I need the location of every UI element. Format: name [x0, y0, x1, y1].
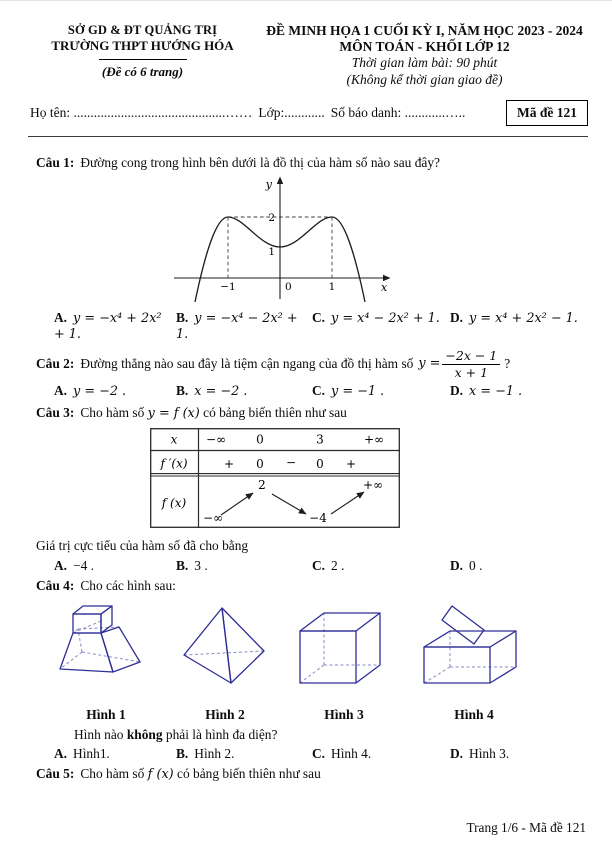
question-4-text: Cho các hình sau:: [80, 577, 176, 593]
solid-edges: [184, 608, 264, 683]
figure-1-label: Hình 1: [86, 706, 126, 722]
question-3-options: [36, 558, 590, 574]
hidden-edges: [300, 613, 380, 683]
page-footer: Trang 1/6 - Mã đề 121: [466, 820, 586, 835]
header-divider: [28, 136, 588, 137]
solid-edges: [300, 613, 380, 683]
candidate-number-field: Số báo danh: ............…..: [330, 104, 466, 120]
x-value-neg-inf: −∞: [205, 432, 227, 447]
department-name: SỞ GD & ĐT QUẢNG TRỊ: [67, 23, 218, 37]
question-5-math: f (x): [147, 766, 174, 782]
fraction-denominator: x + 1: [454, 364, 489, 380]
question-2-text: Đường thẳng nào sau đây là tiệm cận ngang của đồ thị hàm số: [80, 356, 414, 372]
f-start: −∞: [202, 510, 224, 525]
tick-1: 1: [268, 245, 275, 258]
fprime-sign-1: +: [223, 456, 235, 471]
q2-function-lead: y =: [418, 356, 441, 372]
fprime-zero-2: 0: [316, 456, 324, 471]
class-field: Lớp:............: [258, 104, 325, 120]
question-3-text-pre: Cho hàm số: [80, 405, 145, 421]
fraction-numerator: −2x − 1: [442, 349, 500, 365]
x-axis-label: x: [381, 280, 388, 294]
hidden-edges: [60, 621, 140, 669]
function-graph-figure: [168, 176, 612, 307]
question-1-options: [36, 310, 590, 342]
exam-duration: Thời gian làm bài: 90 phút: [351, 55, 498, 70]
axes: [174, 176, 391, 299]
q3-option-a: A. −4 .: [54, 557, 94, 573]
question-5-text-pre: Cho hàm số: [80, 765, 145, 781]
variation-table: [150, 428, 400, 528]
question-4-prompt: Hình nào không phải là hình đa diện?: [74, 726, 278, 742]
question-3: [36, 404, 590, 422]
figure-2: [180, 603, 270, 723]
q3-option-c: C. 2 .: [312, 557, 345, 573]
hidden-edge: [184, 651, 264, 655]
fprime-sign-3: +: [345, 456, 357, 471]
school-name: TRƯỜNG THPT HƯỚNG HÓA: [51, 38, 234, 53]
exam-duration-note: (Không kể thời gian giao đề): [346, 71, 503, 87]
question-3-text-post: có bảng biến thiên như sau: [203, 405, 347, 421]
x-value-pos-inf: +∞: [363, 432, 385, 447]
pages-note: (Đề có 6 trang): [101, 64, 184, 79]
fprime-sign-2: −: [285, 455, 297, 470]
q2-option-c: C. y = −1 .: [312, 383, 385, 400]
exam-title: ĐỀ MINH HỌA 1 CUỐI KỲ I, NĂM HỌC 2023 - 2024: [266, 23, 583, 38]
q2-option-b: B. x = −2 .: [176, 383, 248, 400]
q3-option-b: B. 3 .: [176, 557, 208, 573]
tick-neg-1: −1: [220, 280, 236, 293]
question-5-text-post: có bảng biến thiên như sau: [177, 765, 321, 781]
school-block: [30, 23, 255, 89]
student-info-row: [30, 100, 590, 126]
box-with-flap-figure: [418, 603, 530, 695]
q1-option-b: B. y = −x⁴ − 2x² + 1.: [176, 309, 298, 342]
figure-4: [418, 603, 530, 723]
bold-khong: không: [126, 726, 163, 742]
y-axis-label: y: [265, 177, 272, 191]
question-2-mark: ?: [504, 356, 511, 372]
question-5: [36, 765, 590, 783]
name-field: Họ tên: .............................................……: [30, 104, 253, 120]
variation-arrows: [221, 492, 364, 515]
q4-option-c: C. Hình 4.: [312, 745, 372, 761]
row-fprime-header: f ′(x): [160, 456, 188, 471]
question-4-label: Câu 4:: [36, 577, 75, 593]
q1-option-a: A. y = −x⁴ + 2x² + 1.: [54, 309, 162, 342]
variation-table-figure: [150, 428, 612, 533]
exam-subject: MÔN TOÁN - KHỐI LỚP 12: [339, 39, 510, 54]
student-fill-line: [30, 105, 506, 121]
f-peak: 2: [258, 477, 266, 492]
solid-edges: [424, 606, 516, 683]
question-1-label: Câu 1:: [36, 154, 75, 170]
question-2: [36, 349, 590, 380]
x-value-3: 3: [316, 432, 324, 447]
figure-3: [294, 603, 394, 723]
f-end: +∞: [362, 477, 384, 492]
exam-code-box: Mã đề 121: [506, 100, 588, 126]
q2-option-a: A. y = −2 .: [54, 383, 127, 400]
figure-4-label: Hình 4: [454, 706, 494, 722]
figure-2-label: Hình 2: [205, 706, 245, 722]
q1-option-c: C. y = x⁴ − 2x² + 1.: [312, 309, 440, 326]
f-valley: −4: [309, 510, 327, 525]
q4-option-d: D. Hình 3.: [450, 745, 510, 761]
figure-1: [56, 603, 156, 723]
tick-2: 2: [268, 211, 275, 224]
x-value-0: 0: [256, 432, 264, 447]
question-4: [36, 577, 590, 595]
question-5-label: Câu 5:: [36, 765, 75, 781]
q2-fraction: [442, 349, 500, 380]
header-rule: [99, 59, 187, 60]
exam-title-block: [255, 23, 590, 89]
fprime-zero-1: 0: [256, 456, 264, 471]
question-3-label: Câu 3:: [36, 405, 75, 421]
question-4-options: [36, 746, 590, 762]
q1-option-d: D. y = x⁴ + 2x² − 1.: [450, 309, 578, 326]
question-1: [36, 154, 590, 172]
q3-option-d: D. 0 .: [450, 557, 483, 573]
cuboid-figure: [294, 603, 394, 695]
question-2-label: Câu 2:: [36, 356, 75, 372]
quartic-curve-graph: [168, 176, 396, 302]
figure-3-label: Hình 3: [324, 706, 364, 722]
question-3-subtext: Giá trị cực tiểu của hàm số đã cho bằng: [36, 537, 249, 553]
tick-0: 0: [285, 280, 292, 293]
polyhedron-figures-row: [56, 603, 590, 723]
tick-pos-1: 1: [328, 280, 336, 293]
question-1-text: Đường cong trong hình bên dưới là đồ thị của hàm số nào sau đây?: [80, 154, 440, 170]
q2-option-d: D. x = −1 .: [450, 383, 523, 400]
tetrahedron-figure: [180, 603, 270, 695]
q4-option-b: B. Hình 2.: [176, 745, 235, 761]
frustum-with-box-figure: [56, 603, 156, 695]
row-f-header: f (x): [161, 495, 187, 510]
row-x-header: x: [170, 432, 178, 447]
exam-header: [30, 23, 590, 89]
solid-edges: [60, 606, 140, 672]
question-2-options: [36, 383, 590, 399]
q4-option-a: A. Hình1.: [54, 745, 110, 761]
question-3-math: y = f (x): [147, 406, 200, 422]
